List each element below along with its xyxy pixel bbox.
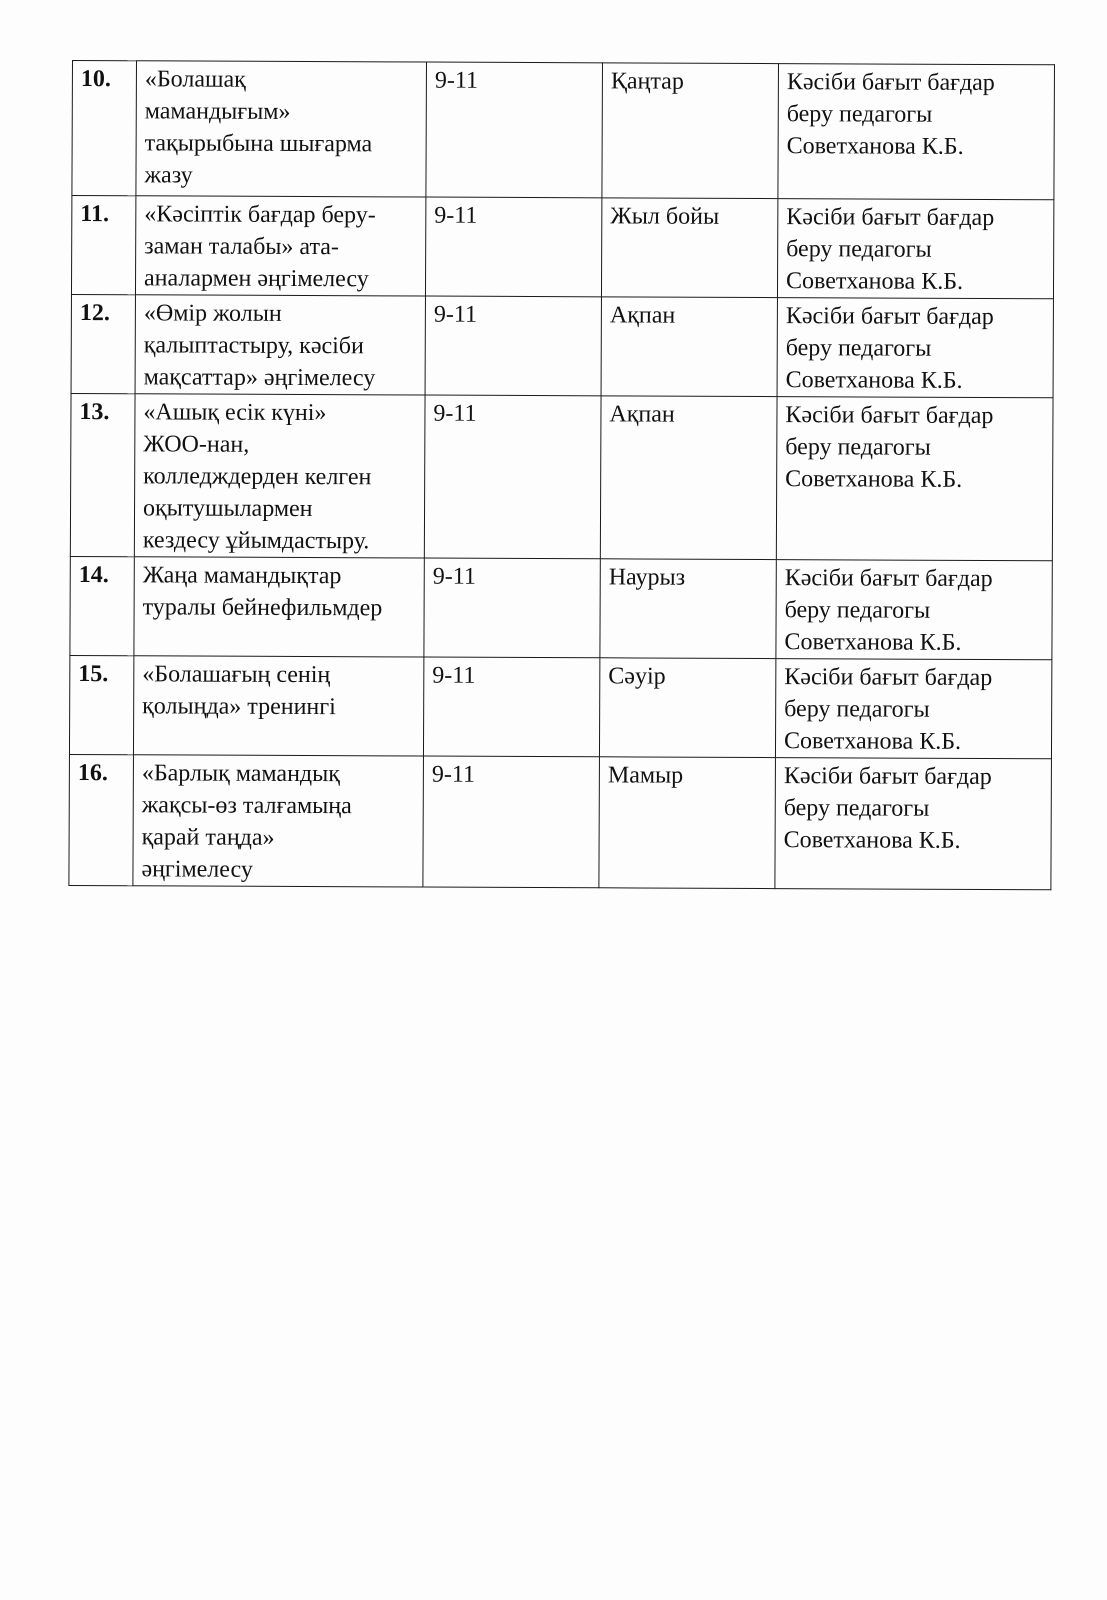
row-number: 10.: [72, 61, 137, 196]
table-row: [70, 393, 1053, 560]
table-row: [71, 294, 1053, 397]
career-guidance-plan-table: [68, 60, 1055, 890]
responsible-cell: Кәсіби бағыт бағдар беру педагогы Советханова К.Б.: [776, 560, 1052, 660]
date-cell: Мамыр: [599, 757, 776, 889]
date-cell: Ақпан: [601, 297, 777, 397]
row-number: 16.: [69, 754, 134, 885]
grades-cell: 9-11: [425, 296, 601, 396]
table-row: [69, 655, 1051, 758]
date-cell: Қаңтар: [602, 63, 779, 199]
responsible-cell: Кәсіби бағыт бағдар беру педагогы Советханова К.Б.: [775, 659, 1051, 759]
event-cell: «Кәсіптік бағдар беру- заман талабы» ата- аналармен әңгімелесу: [135, 196, 425, 296]
table-row: [72, 61, 1055, 200]
grades-cell: 9-11: [423, 756, 600, 888]
responsible-cell: Кәсіби бағыт бағдар беру педагогы Советханова К.Б.: [776, 397, 1053, 561]
date-cell: Ақпан: [600, 396, 777, 560]
row-number: 11.: [71, 196, 135, 295]
event-cell: «Өмір жолын қалыптастыру, кәсіби мақсаттар» әңгімелесу: [135, 295, 425, 395]
table-row: [69, 754, 1052, 889]
grades-cell: 9-11: [423, 657, 599, 757]
event-cell: «Болашағың сенің қолыңда» тренингі: [133, 656, 423, 756]
grades-cell: 9-11: [425, 197, 601, 297]
responsible-cell: Кәсіби бағыт бағдар беру педагогы Советханова К.Б.: [777, 199, 1053, 299]
date-cell: Жыл бойы: [601, 198, 777, 298]
row-number: 14.: [70, 556, 134, 655]
table-row: [70, 556, 1052, 659]
responsible-cell: Кәсіби бағыт бағдар беру педагогы Советханова К.Б.: [778, 64, 1055, 200]
grades-cell: 9-11: [426, 62, 603, 198]
event-cell: Жаңа мамандықтар туралы бейнефильмдер: [134, 557, 424, 657]
table-row: [71, 196, 1053, 299]
row-number: 13.: [70, 393, 135, 556]
row-number: 15.: [69, 655, 133, 754]
date-cell: Наурыз: [600, 559, 776, 659]
event-cell: «Барлық мамандық жақсы-өз талғамыңа қарай таңда» әңгімелесу: [133, 755, 424, 887]
event-cell: «Болашақ мамандығым» тақырыбына шығарма жазу: [136, 61, 427, 197]
date-cell: Сәуір: [599, 658, 775, 758]
responsible-cell: Кәсіби бағыт бағдар беру педагогы Советханова К.Б.: [775, 758, 1052, 890]
row-number: 12.: [71, 294, 135, 393]
event-cell: «Ашық есік күні» ЖОО-нан, колледждерден келген оқытушылармен кездесу ұйымдастыру.: [134, 394, 425, 558]
grades-cell: 9-11: [424, 395, 601, 559]
grades-cell: 9-11: [424, 558, 600, 658]
responsible-cell: Кәсіби бағыт бағдар беру педагогы Советханова К.Б.: [777, 298, 1053, 398]
